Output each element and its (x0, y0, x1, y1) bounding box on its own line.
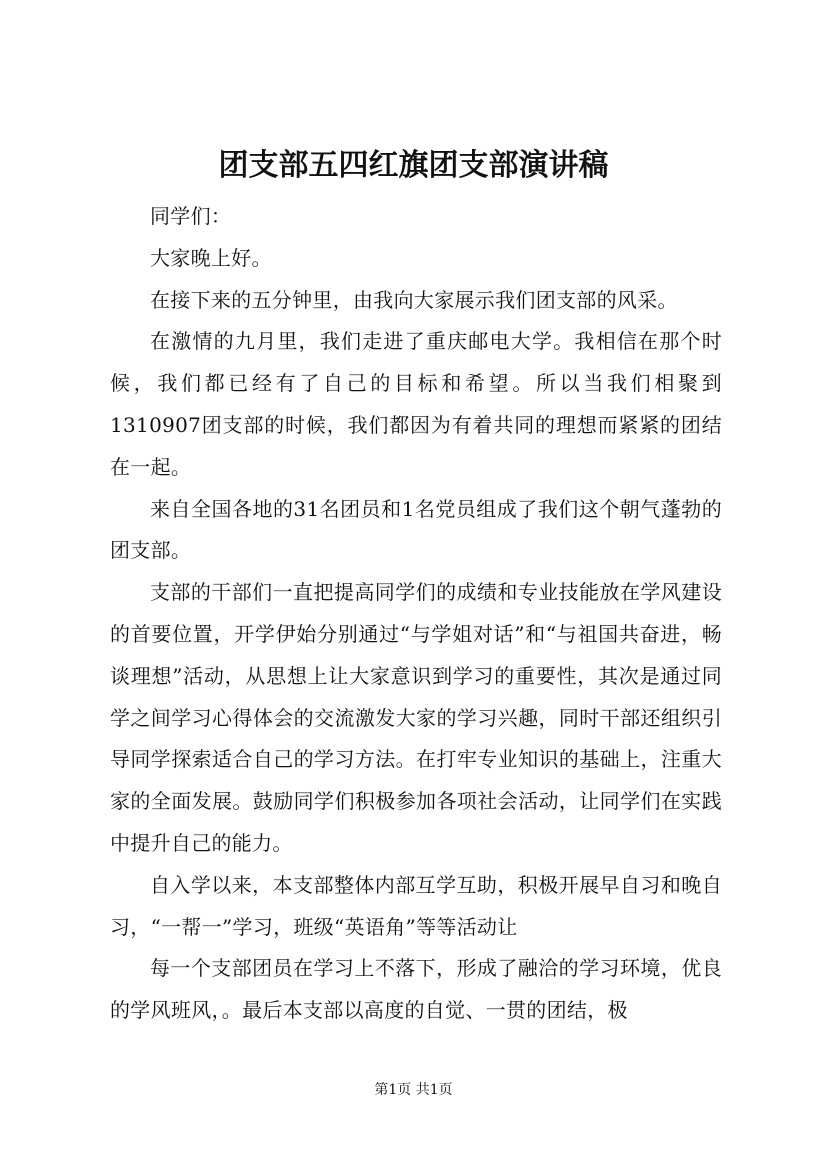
document-title: 团支部五四红旗团支部演讲稿 (218, 148, 609, 183)
paragraph-salutation: 大家晚上好。 (150, 245, 272, 270)
paragraph-september: 在激情的九月里，我们走进了重庆邮电大学。我相信在那个时候，我们都已经有了自己的目标和希望。所以当我们相聚到1310907团支部的时候，我们都因为有着共同的理想而紧紧的团结在一起。 (110, 329, 722, 479)
page-footer: 第1页 共1页 (374, 1082, 453, 1098)
paragraph-environment: 每一个支部团员在学习上不落下，形成了融洽的学习环境，优良的学风班风，。最后本支部以高度的自觉、一贯的团结，极 (110, 956, 722, 1023)
paragraph-mutual-help: 自入学以来，本支部整体内部互学互助，积极开展早自习和晚自习，“一帮一”学习，班级“英语角”等等活动让 (110, 872, 722, 939)
paragraph-greeting: 同学们： (150, 204, 232, 228)
document-body (110, 196, 722, 1032)
paragraph-members: 来自全国各地的31名团员和1名党员组成了我们这个朝气蓬勃的团支部。 (110, 496, 722, 563)
paragraph-study-style: 支部的干部们一直把提高同学们的成绩和专业技能放在学风建设的首要位置，开学伊始分别通过“与学姐对话”和“与祖国共奋进，畅谈理想”活动，从思想上让大家意识到学习的重要性，其次是通过同学之间学习心得体会的交流激发大家的学习兴趣，同时干部还组织引导同学探索适合自己的学习方法。在打牢专业知识的基础上，注重大家的全面发展。鼓励同学们积极参加各项社会活动，让同学们在实践中提升自己的能力。 (110, 580, 722, 855)
paragraph-intro: 在接下来的五分钟里，由我向大家展示我们团支部的风采。 (150, 287, 678, 312)
